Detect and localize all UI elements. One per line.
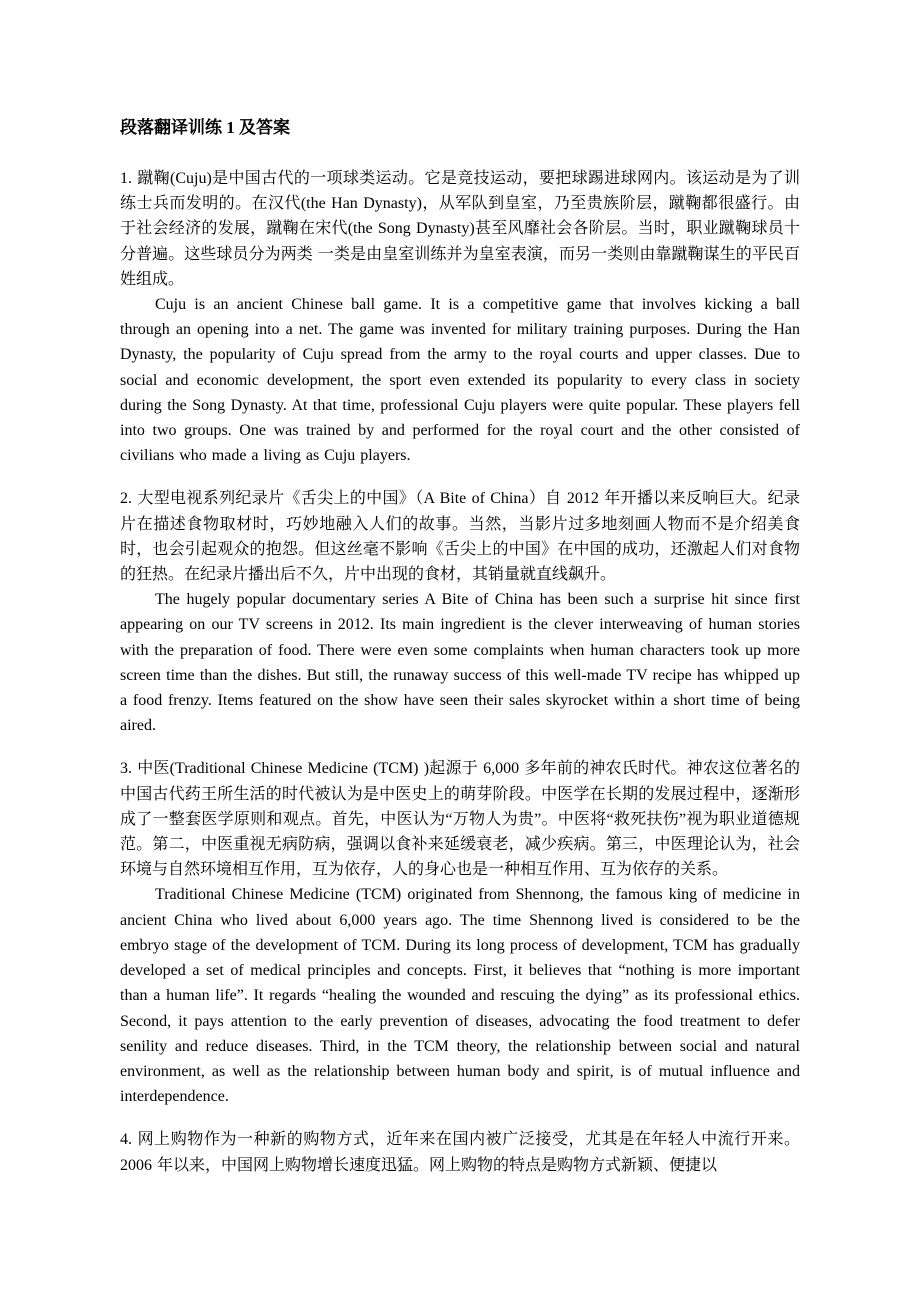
- exercise-4-chinese-paragraph: 4. 网上购物作为一种新的购物方式，近年来在国内被广泛接受，尤其是在年轻人中流行开来。2006 年以来，中国网上购物增长速度迅猛。网上购物的特点是购物方式新颖、便捷以: [120, 1131, 800, 1174]
- exercise-2-english-translation: The hugely popular documentary series A Bite of China has been such a surprise hit since first appearing on our TV screens in 2012. Its main ingredient is the clever interweaving of human stories with the preparation of food. There were even some complaints when human characters took up more screen time than the dishes. But still, the runaway success of this well-made TV recipe has whipped up a food frenzy. Items featured on the show have seen their sales skyrocket within a short time of being aired.: [120, 591, 800, 735]
- exercise-3-english-translation: Traditional Chinese Medicine (TCM) originated from Shennong, the famous king of medicine in ancient China who lived about 6,000 years ago. The time Shennong lived is considered to be the embryo stage of the development of TCM. During its long process of development, TCM has gradually developed a set of medical principles and concepts. First, it believes that “nothing is more important than a human life”. It regards “healing the wounded and rescuing the dying” as its professional ethics. Second, it pays attention to the early prevention of diseases, advocating the food treatment to defer senility and reduce diseases. Third, in the TCM theory, the relationship between social and natural environment, as well as the relationship between human body and spirit, is of mutual influence and interdependence.: [120, 886, 800, 1106]
- exercise-section-1: [120, 166, 800, 468]
- exercise-section-3: [120, 756, 800, 1109]
- exercise-2-chinese-paragraph: 2. 大型电视系列纪录片《舌尖上的中国》（A Bite of China）自 2012 年开播以来反响巨大。纪录片在描述食物取材时，巧妙地融入人们的故事。当然，当影片过多地刻画人物而不是介绍美食时，也会引起观众的抱怨。但这丝毫不影响《舌尖上的中国》在中国的成功，还激起人们对食物的狂热。在纪录片播出后不久，片中出现的食材，其销量就直线飙升。: [120, 490, 800, 584]
- document-title: 段落翻译训练 1 及答案: [120, 118, 290, 137]
- exercise-1-english-translation: Cuju is an ancient Chinese ball game. It is a competitive game that involves kicking a ball through an opening into a net. The game was invented for military training purposes. During the Han Dynasty, the popularity of Cuju spread from the army to the royal courts and upper classes. Due to social and economic development, the sport even extended its popularity to every class in society during the Song Dynasty. At that time, professional Cuju players were quite popular. These players fell into two groups. One was trained by and performed for the royal court and the other consisted of civilians who made a living as Cuju players.: [120, 296, 800, 465]
- exercise-1-chinese-paragraph: 1. 蹴鞠(Cuju)是中国古代的一项球类运动。它是竞技运动，要把球踢进球网内。该运动是为了训练士兵而发明的。在汉代(the Han Dynasty)，从军队到皇室，乃至贵族阶层，蹴鞠都很盛行。由于社会经济的发展，蹴鞠在宋代(the Song Dynasty)甚至风靡社会各阶层。当时，职业蹴鞠球员十分普遍。这些球员分为两类 一类是由皇室训练并为皇室表演，而另一类则由靠蹴鞠谋生的平民百姓组成。: [120, 170, 800, 288]
- exercise-section-2: [120, 486, 800, 738]
- exercise-section-4: [120, 1127, 800, 1177]
- exercise-3-chinese-paragraph: 3. 中医(Traditional Chinese Medicine (TCM) )起源于 6,000 多年前的神农氏时代。神农这位著名的中国古代药王所生活的时代被认为是中医史上的萌芽阶段。中医学在长期的发展过程中，逐渐形成了一整套医学原则和观点。首先，中医认为“万物人为贵”。中医将“救死扶伤”视为职业道德规范。第二，中医重视无病防病，强调以食补来延缓衰老，减少疾病。第三，中医理论认为，社会环境与自然环境相互作用，互为依存，人的身心也是一种相互作用、互为依存的关系。: [120, 760, 800, 879]
